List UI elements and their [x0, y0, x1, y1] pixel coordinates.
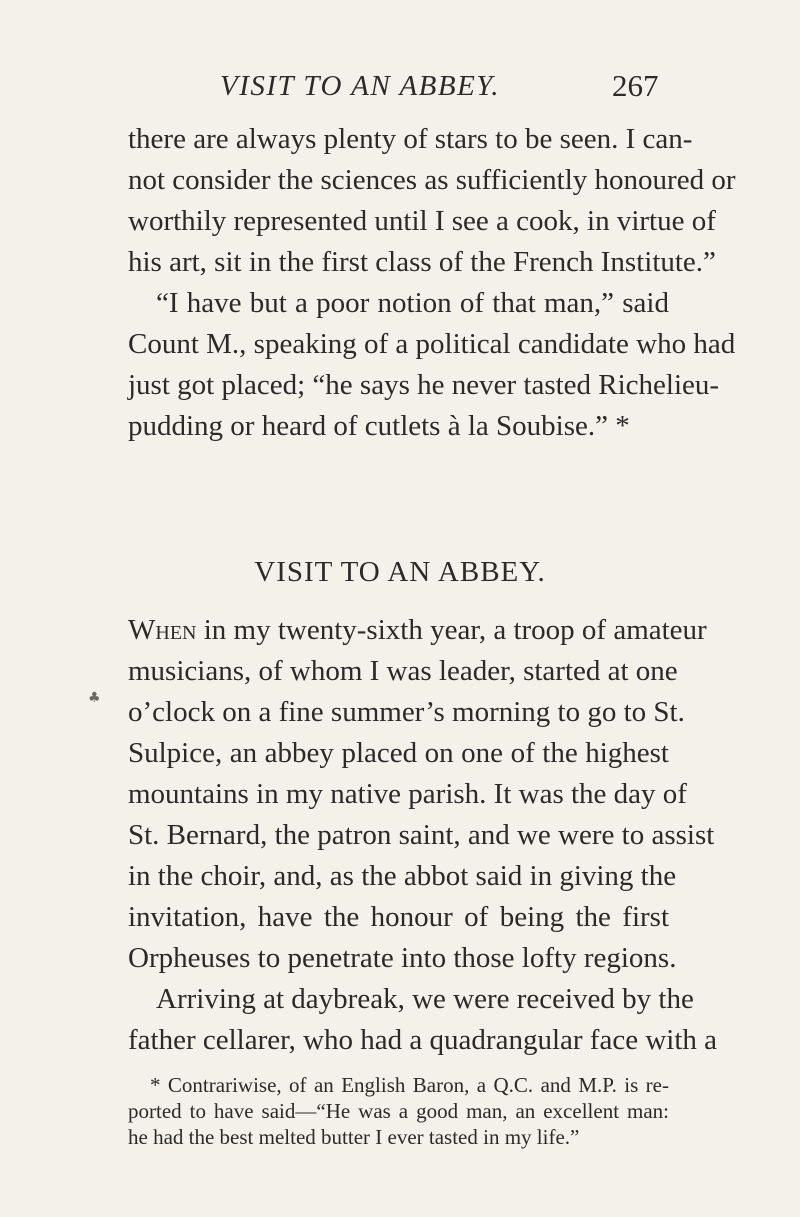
text-line: pudding or heard of cutlets à la Soubise.” * — [128, 410, 630, 442]
text-line: Arriving at daybreak, we were received by the — [156, 983, 694, 1015]
text-line: in the choir, and, as the abbot said in giving the — [128, 860, 677, 892]
page-header — [0, 66, 800, 106]
text-line: mountains in my native parish. It was the day of — [128, 778, 687, 810]
section-heading: VISIT TO AN ABBEY. — [254, 556, 546, 588]
first-line-rest: in my twenty-sixth year, a troop of amateur — [196, 614, 707, 646]
footnote-line: ported to have said—“He was a good man, an excellent man: — [128, 1099, 669, 1123]
footnote-line: he had the best melted butter I ever tasted in my life.” — [128, 1125, 580, 1149]
text-line-first — [128, 613, 707, 647]
text-line: musicians, of whom I was leader, started at one — [128, 655, 678, 687]
footnote-line: * Contrariwise, of an English Baron, a Q.C. and M.P. is re- — [150, 1073, 669, 1097]
text-line: Count M., speaking of a political candidate who had — [128, 328, 736, 360]
text-line: worthily represented until I see a cook, in virtue of — [128, 205, 716, 237]
text-line: not consider the sciences as sufficiently honoured or — [128, 164, 736, 196]
text-line: invitation, have the honour of being the first — [128, 901, 669, 933]
text-line: just got placed; “he says he never tasted Richelieu- — [128, 369, 720, 401]
text-line: there are always plenty of stars to be seen. I can- — [128, 123, 693, 155]
text-line: his art, sit in the first class of the French Institute.” — [128, 246, 716, 278]
running-title: VISIT TO AN ABBEY. — [220, 70, 501, 102]
text-line: Sulpice, an abbey placed on one of the highest — [128, 737, 669, 769]
drop-word: When — [128, 614, 197, 646]
margin-mark: ♣ — [88, 690, 101, 706]
text-line: St. Bernard, the patron saint, and we were to assist — [128, 819, 715, 851]
text-line: Orpheuses to penetrate into those lofty regions. — [128, 942, 677, 974]
page-number: 267 — [612, 68, 659, 103]
text-line: “I have but a poor notion of that man,” said — [156, 287, 669, 319]
text-line: father cellarer, who had a quadrangular face with a — [128, 1024, 717, 1056]
text-line: o’clock on a fine summer’s morning to go to St. — [128, 696, 685, 728]
